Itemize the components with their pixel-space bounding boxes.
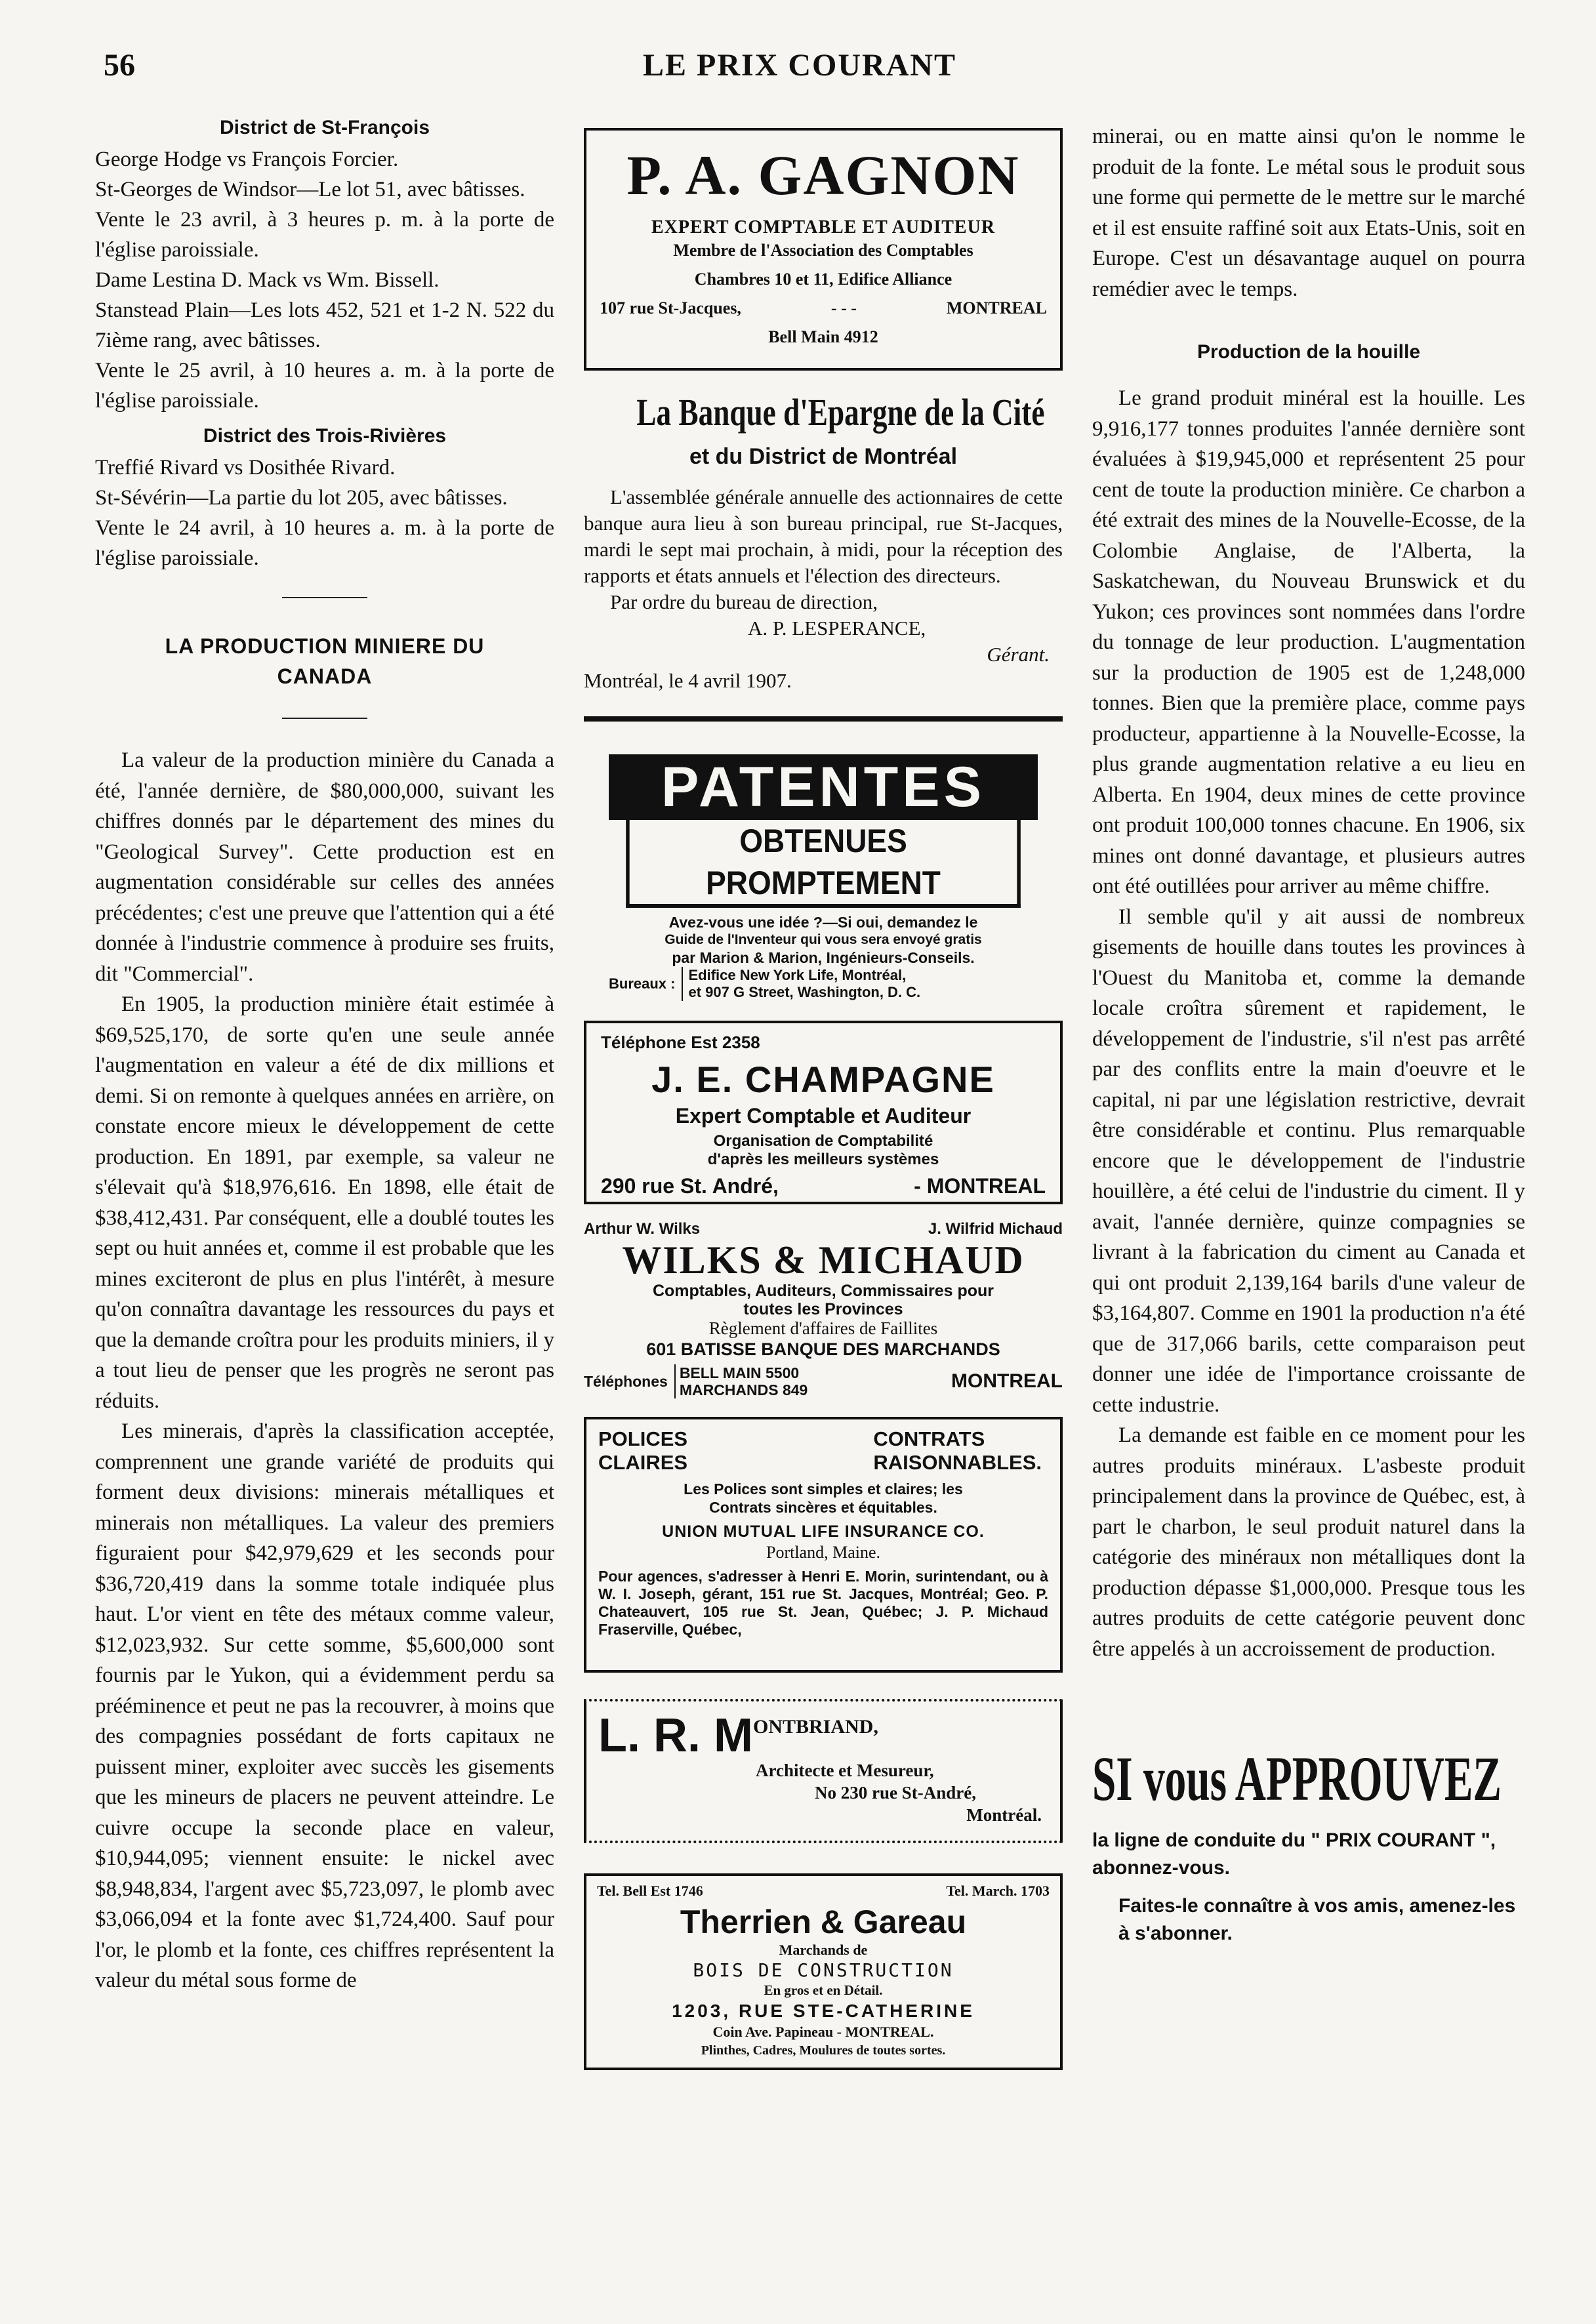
divider (282, 597, 367, 598)
promo-text: la ligne de conduite du " PRIX COURANT ", abonnez-vous. (1092, 1829, 1496, 1879)
ad-name: WILKS & MICHAUD (622, 1238, 1025, 1282)
ad-subtitle: OBTENUES PROMPTEMENT (626, 820, 1021, 908)
ad-line: Edifice New York Life, Montréal, (688, 967, 907, 983)
ad-montbriand (584, 1699, 1063, 1843)
article-paragraph: Le grand produit minéral est la houille. Les 9,916,177 tonnes produites l'année dernière sont évaluées à $19,945,000 et représentent 25 pour cent de toute la production minière. Ce charbon a été extrait des mines de la Nouvelle-Ecosse, de la Colombie Anglaise, de l'Alberta, la Saskatchewan, du Nouveau Brunswick et du Yukon; ces provinces sont nommées dans l'ordre du tonnage de leur production. L'augmentation sur la production de 1905 est de 1,248,000 tonnes. Bien que la première place, comme pays producteur, appartienne à la Nouvelle-Ecosse, la plus grande augmentation relative a eu lieu en Alberta. En 1904, deux mines de cette province ont produit 100,000 tonnes chacune. En 1906, six mines ont donné davantage, et plusieurs autres ont été outillées pour arriver au même chiffre. (1092, 386, 1525, 898)
ad-wilks (584, 1220, 1063, 1398)
article-paragraph: La valeur de la production minière du Canada a été, l'année dernière, de $80,000,000, suivant les chiffres donnés par le département des mines du "Geological Survey". Cette production est en augmentation considérable sur celles des années précédentes; c'est une preuve que l'attention qui a été donnée à l'industrie commence à produire ses fruits, dit "Commercial". (95, 748, 554, 986)
district-heading: District de St-François (219, 117, 430, 138)
ad-name (598, 1709, 1048, 1762)
ad-street: 290 rue St. André, (601, 1174, 779, 1198)
ad-phones-label: Téléphones (584, 1372, 668, 1390)
ad-line: toutes les Provinces (743, 1300, 903, 1318)
ad-company: UNION MUTUAL LIFE INSURANCE CO. (662, 1522, 985, 1541)
ad-phone: BELL MAIN 5500 (679, 1364, 800, 1381)
ad-address (601, 1174, 1046, 1198)
ad-line: Comptables, Auditeurs, Commissaires pour (652, 1282, 994, 1300)
page-number: 56 (104, 48, 135, 83)
article-paragraph: Les minerais, d'après la classification acceptée, comprennent une grande variété de produits qui forment deux divisions: minerais métalliques et minerais non métalliques. La valeur des premiers figuraient pour $42,979,629 et les seconds pour $36,720,419 dans la somme totale indiquée plus haut. L'or vient en tête des métaux comme valeur, $12,023,932. Sur cette somme, $5,600,000 sont fournis par le Yukon, qui a évidemment perdu sa prééminence et peut ne pas la recouvrer, à moins que des compagnies possédant de forts capitaux ne puissent miner, exploiter avec succès les gisements que les mineurs de placers ne peuvent atteindre. Le cuivre occupe la seconde place en valeur, $10,944,095; viennent ensuite: le nickel avec $8,948,834, l'argent avec $5,723,097, le plomb avec $3,066,094 et la fonte avec $1,724,400. Sauf pour l'or, le plomb et la fonte, ces chiffres représentent la valeur du métal sous forme de (95, 1419, 554, 1992)
ad-offices-list (682, 967, 920, 1001)
ad-line: Les Polices sont simples et claires; les (684, 1480, 963, 1498)
ad-line: 601 BATISSE BANQUE DES MARCHANDS (646, 1339, 1000, 1359)
ad-line: d'après les meilleurs systèmes (707, 1151, 939, 1168)
ad-name: Therrien & Gareau (680, 1904, 967, 1940)
ad-partner: J. Wilfrid Michaud (928, 1220, 1063, 1238)
ad-role: Gérant. (987, 643, 1050, 666)
ad-offices (609, 967, 1038, 1001)
ad-title: La Banque d'Epargne de la Cité (636, 391, 1045, 434)
ad-title: PATENTES (609, 754, 1038, 820)
promo-text: Faites-le connaître à vos amis, amenez-les à s'abonner. (1118, 1895, 1516, 1944)
article-paragraph: minerai, ou en matte ainsi qu'on le nomme le produit de la fonte. Le métal sous le produit sous une forme qui permette de le mettre sur le marché et il est ensuite raffiné soit aux Etats-Unis, soit en Europe. C'est un désavantage auquel on pourra remédier avec le temps. (1092, 125, 1525, 301)
notice-line: Treffié Rivard vs Dosithée Rivard. (95, 456, 396, 479)
ad-head-word: CONTRATS (873, 1427, 985, 1450)
ad-partner: Arthur W. Wilks (584, 1220, 701, 1238)
ad-line: Plinthes, Cadres, Moulures de toutes sortes. (701, 2043, 946, 2058)
ad-line: Guide de l'Inventeur qui vous sera envoyé gratis (665, 932, 982, 947)
ad-agents: Pour agences, s'adresser à Henri E. Morin, surintendant, ou à W. I. Joseph, gérant, 151 rue St. Jacques, Montréal; Geo. P. Chateauvert, 105 rue St. Jean, Québec; J. P. Michaud Fraserville, Québec, (598, 1568, 1048, 1638)
ad-city: - MONTREAL (914, 1174, 1046, 1198)
ad-headline-left (598, 1427, 687, 1475)
ad-line: EXPERT COMPTABLE ET AUDITEUR (651, 217, 996, 237)
ad-line: Avez-vous une idée ?—Si oui, demandez le (668, 914, 978, 931)
ad-headline-right (873, 1427, 1048, 1475)
divider (282, 718, 367, 719)
subscribe-promo (1092, 1743, 1525, 1947)
ad-phone: MARCHANDS 849 (679, 1381, 808, 1398)
ad-signer: A. P. LESPERANCE, (748, 617, 926, 640)
ad-city: MONTREAL (946, 298, 1047, 317)
ad-line: Chambres 10 et 11, Edifice Alliance (694, 270, 952, 289)
ad-partners (584, 1220, 1063, 1238)
ad-patentes (584, 754, 1063, 1001)
ad-line: No 230 rue St-André, (815, 1783, 976, 1803)
promo-headline: SI vous APPROUVEZ (1092, 1743, 1502, 1814)
ad-line: par Marion & Marion, Ingénieurs-Conseils. (672, 949, 975, 966)
ad-line: Coin Ave. Papineau - MONTREAL. (712, 2024, 934, 2040)
ad-phones-list (674, 1364, 808, 1398)
ad-phone: Bell Main 4912 (768, 327, 878, 346)
ad-line: Architecte et Mesureur, (756, 1761, 934, 1780)
ad-name: P. A. GAGNON (626, 144, 1020, 207)
ad-line: Portland, Maine. (766, 1543, 881, 1562)
ad-phones (597, 1883, 1050, 1900)
ad-line: BOIS DE CONSTRUCTION (693, 1959, 954, 1981)
ad-line: Contrats sincères et équitables. (709, 1499, 937, 1516)
divider (584, 716, 1063, 722)
ad-phone: Tel. Bell Est 1746 (597, 1883, 703, 1899)
right-column (1092, 121, 1525, 1947)
ad-line: Marchands de (779, 1942, 868, 1958)
ad-phone: Tel. March. 1703 (946, 1883, 1050, 1899)
ad-street: 107 rue St-Jacques, (600, 298, 741, 317)
ad-subtitle: et du District de Montréal (689, 444, 958, 469)
ad-line: En gros et en Détail. (764, 1982, 883, 1998)
ad-dashes: - - - (830, 298, 857, 317)
ad-phone: Téléphone Est 2358 (601, 1032, 760, 1052)
ad-line: Organisation de Comptabilité (713, 1132, 933, 1150)
notice-line: St-Georges de Windsor—Le lot 51, avec bâtisses. (95, 178, 525, 201)
notice-line: Vente le 23 avril, à 3 heures p. m. à la porte de l'église paroissiale. (95, 208, 554, 262)
ad-city: MONTREAL (951, 1370, 1063, 1392)
ad-initials: L. R. M (598, 1709, 753, 1762)
ad-order: Par ordre du bureau de direction, (610, 590, 878, 613)
ad-phones (584, 1364, 1063, 1398)
ad-line: Règlement d'affaires de Faillites (708, 1318, 938, 1338)
notice-line: Vente le 25 avril, à 10 heures a. m. à la porte de l'église paroissiale. (95, 359, 554, 413)
section-heading: Production de la houille (1197, 341, 1421, 363)
ads-column (584, 128, 1063, 2070)
ad-name: J. E. CHAMPAGNE (651, 1059, 995, 1100)
article-paragraph: Il semble qu'il y ait aussi de nombreux gisements de houille dans toutes les provinces à l'Ouest du Manitoba et, comme la demande locale croîtra sûrement et rapidement, le développement de l'industrie, s'il n'est pas arrêté par des conflits entre la main d'oeuvre et le capital, ni par une législation restrictive, devrait être considérable et continu. Plus remarquable encore que le développement de l'industrie houillère, a été celui de l'industrie du ciment. Il y avait, l'année dernière, quinze compagnies se livrant à la fabrication du ciment au Canada et qui ont produit 2,139,164 barils d'une valeur de $3,164,807. Comme en 1901 la production n'a été que de 317,066 barils, cette comparaison peut donner une idée de l'importance croissante de cette industrie. (1092, 905, 1525, 1417)
ad-date: Montréal, le 4 avril 1907. (584, 669, 792, 692)
ad-head-word: POLICES (598, 1427, 688, 1450)
district-heading: District des Trois-Rivières (203, 425, 447, 447)
notice-line: Vente le 24 avril, à 10 heures a. m. à la porte de l'église paroissiale. (95, 516, 554, 570)
ad-offices-label: Bureaux : (609, 975, 676, 992)
ad-line: et 907 G Street, Washington, D. C. (688, 984, 921, 1000)
journal-title: LE PRIX COURANT (643, 48, 957, 83)
article-title: LA PRODUCTION MINIERE DU CANADA (165, 634, 485, 688)
ad-union (584, 1417, 1063, 1673)
notice-line: Dame Lestina D. Mack vs Wm. Bissell. (95, 268, 440, 292)
ad-headline (598, 1427, 1048, 1475)
ad-line: 1203, RUE STE-CATHERINE (672, 2001, 975, 2021)
ad-head-word: CLAIRES (598, 1451, 688, 1474)
ad-title: Expert Comptable et Auditeur (675, 1104, 972, 1128)
article-paragraph: La demande est faible en ce moment pour les autres produits minéraux. L'asbeste produit principalement dans la province de Québec, est, à part le charbon, le seul produit naturel dans la catégorie des minéraux non métalliques dont la production dépasse $1,000,000. Presque tous les autres produits de cette catégorie peuvent donc être appelés à un accroissement de production. (1092, 1423, 1525, 1661)
notice-line: George Hodge vs François Forcier. (95, 148, 399, 171)
ad-banque (584, 390, 1063, 694)
ad-address (600, 298, 1047, 318)
notice-line: Stanstead Plain—Les lots 452, 521 et 1-2 N. 522 du 7ième rang, avec bâtisses. (95, 298, 554, 352)
ad-line: Membre de l'Association des Comptables (673, 241, 973, 260)
ad-line: Montréal. (966, 1805, 1042, 1825)
ad-therrien (584, 1873, 1063, 2070)
notice-line: St-Sévérin—La partie du lot 205, avec bâtisses. (95, 486, 508, 510)
ad-champagne (584, 1021, 1063, 1204)
ad-gagnon (584, 128, 1063, 371)
left-column (95, 117, 554, 1996)
article-paragraph: En 1905, la production minière était estimée à $69,525,170, de sorte qu'en une seule année l'augmentation en valeur a été de dix millions et demi. Si on remonte à quelques années en arrière, on constate encore mieux le développement de cette production. En 1891, par exemple, sa valeur ne s'élevait qu'à $18,976,616. En 1898, elle était de $38,412,431. Par conséquent, elle a doublé toutes les sept ou huit années et, comme il est probable que les mines exciteront de plus en plus l'intérêt, à mesure qu'on connaîtra davantage les ressources du pays et que la demande croîtra pour les produits miniers, il y a tout lieu de penser que les progrès ne seront pas réduits. (95, 992, 554, 1413)
ad-name-rest: ONTBRIAND, (752, 1716, 878, 1738)
ad-body: L'assemblée générale annuelle des actionnaires de cette banque aura lieu à son bureau principal, rue St-Jacques, mardi le sept mai prochain, à midi, pour la réception des rapports et états annuels et l'élection des directeurs. (584, 485, 1063, 587)
ad-head-word: RAISONNABLES. (873, 1451, 1042, 1474)
